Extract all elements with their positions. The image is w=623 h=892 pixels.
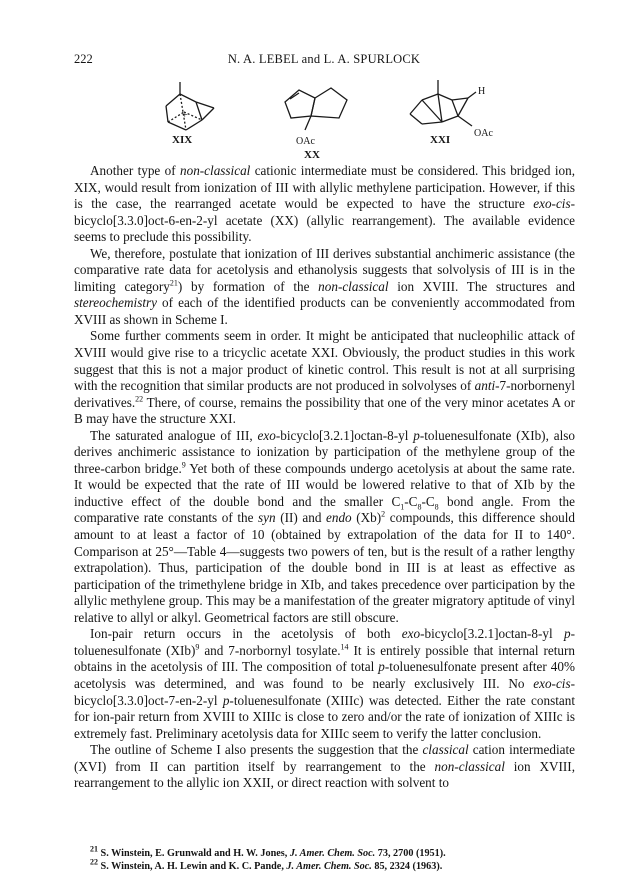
svg-text:+: + xyxy=(182,110,188,121)
structure-xix-label: XIX xyxy=(172,134,193,146)
footnote-22: $^{22}$ S. Winstein, A. H. Lewin and K. C. Pande, J. Amer. Chem. Soc. 85, 2324 (1963). xyxy=(90,857,443,872)
page-number: 222 xyxy=(74,52,93,66)
structure-xx-drawing xyxy=(277,84,357,136)
paragraph: We, therefore, postulate that ionization of III derives substantial anchimeric assistance (the comparative rate data for acetolysis and ethanolysis suggests that solvolysis of III is in the limiting category$^{21}$) by formation of the non-classical ion XVIII. The structures and stereochemistry of each of the identified products can be conveniently accommodated from XVIII as shown in Scheme I. xyxy=(74,245,576,327)
paragraph: The outline of Scheme I also presents the suggestion that the classical cation intermediate (XVI) from II can partition itself by rearrangement to the non-classical ion XVIII, rearrangement to the allylic ion XXII, or direct reaction with solvent to xyxy=(74,742,575,791)
paragraph: Another type of non-classical cationic intermediate must be considered. This bridged ion, XIX, would result from ionization of III with allylic methylene participation. However, if this is the case, the rearranged acetate would be expected to have the structure exo-cis-bicyclo[3.3.0]oct-6-en-2-yl acetate (XX) (allylic rearrangement). The available evidence seems to preclude this possibility. xyxy=(74,163,576,245)
structure-xxi-label: XXI xyxy=(430,134,451,146)
footnotes xyxy=(74,844,575,873)
running-head: N. A. LEBEL and L. A. SPURLOCK xyxy=(227,52,421,66)
structure-xxi-substituent: OAc xyxy=(474,128,493,139)
page-header xyxy=(74,52,574,68)
footnote-21: $^{21}$ S. Winstein, E. Grunwald and H. W. Jones, J. Amer. Chem. Soc. 73, 2700 (1951). xyxy=(90,844,446,859)
structure-xx-label: XX xyxy=(304,149,320,161)
paragraph: Some further comments seem in order. It might be anticipated that nucleophilic attack of XVIII would give rise to a tricyclic acetate XXI. Obviously, the product studies in this work suggest that this is not a major product of kinetic control. This result is not at all surprising with the recognition that similar products are not produced in solvolyses of anti-7-norbornenyl derivatives.$^{22}$ There, of course, remains the possibility that one of the very minor acetates A or B may have the structure XXI. xyxy=(74,328,575,427)
body-text xyxy=(74,163,575,792)
paragraph: Ion-pair return occurs in the acetolysis of both exo-bicyclo[3.2.1]octan-8-yl p-toluenesulfonate (XIb)$^9$ and 7-norbornyl tosylate.$^{14}$ It is entirely possible that internal return obtains in the acetolysis of III. The composition of total p-toluenesulfonate present after 40% acetolysis was determined, and was found to be nearly exclusively III. No exo-cis-bicyclo[3.3.0]oct-7-en-2-yl p-toluenesulfonate (XIIIc) was detected. Either the rate constant for ion-pair return from XVIII to XIIIc is close to zero and/or the rate of ionization of XIIIc is extremely fast. Preliminary acetolysis data for XIIIc seem to verify the latter conclusion. xyxy=(74,626,575,741)
paragraph: The saturated analogue of III, exo-bicyclo[3.2.1]octan-8-yl p-toluenesulfonate (XIb), also derives anchimeric assistance to ionization by participation of the methylene group of the three-carbon bridge.$^9$ Yet both of these compounds undergo acetolysis at about the same rate. It would be expected that the rate of III would be lowered relative to that of XIb by the inductive effect of the double bond and the smaller $C_1-C_8-C_8$ bond angle. From the comparative rate constants of the syn (II) and endo $(Xb)^2$ compounds, this difference should amount to at least a factor of 10 (obtained by extrapolation of the data for II to 140°. Comparison at 25°—Table 4—suggests two powers of ten, but is the result of a rather lengthy extrapolation). Thus, participation of the double bond in III is at least as effective as participation of the trimethylene bridge in XIb, and takes precedence over participation by the allylic methylene group. This may be a manifestation of the greater migratory aptitude of vinyl relative to allyl or alkyl. Geometrical factors are still obscure. xyxy=(74,427,576,625)
structure-xix-drawing xyxy=(156,78,228,136)
structure-xxi-h: H xyxy=(478,86,486,97)
structure-figures xyxy=(74,72,574,164)
structure-xx-substituent: OAc xyxy=(296,136,315,147)
structure-xxi-drawing xyxy=(402,76,482,136)
